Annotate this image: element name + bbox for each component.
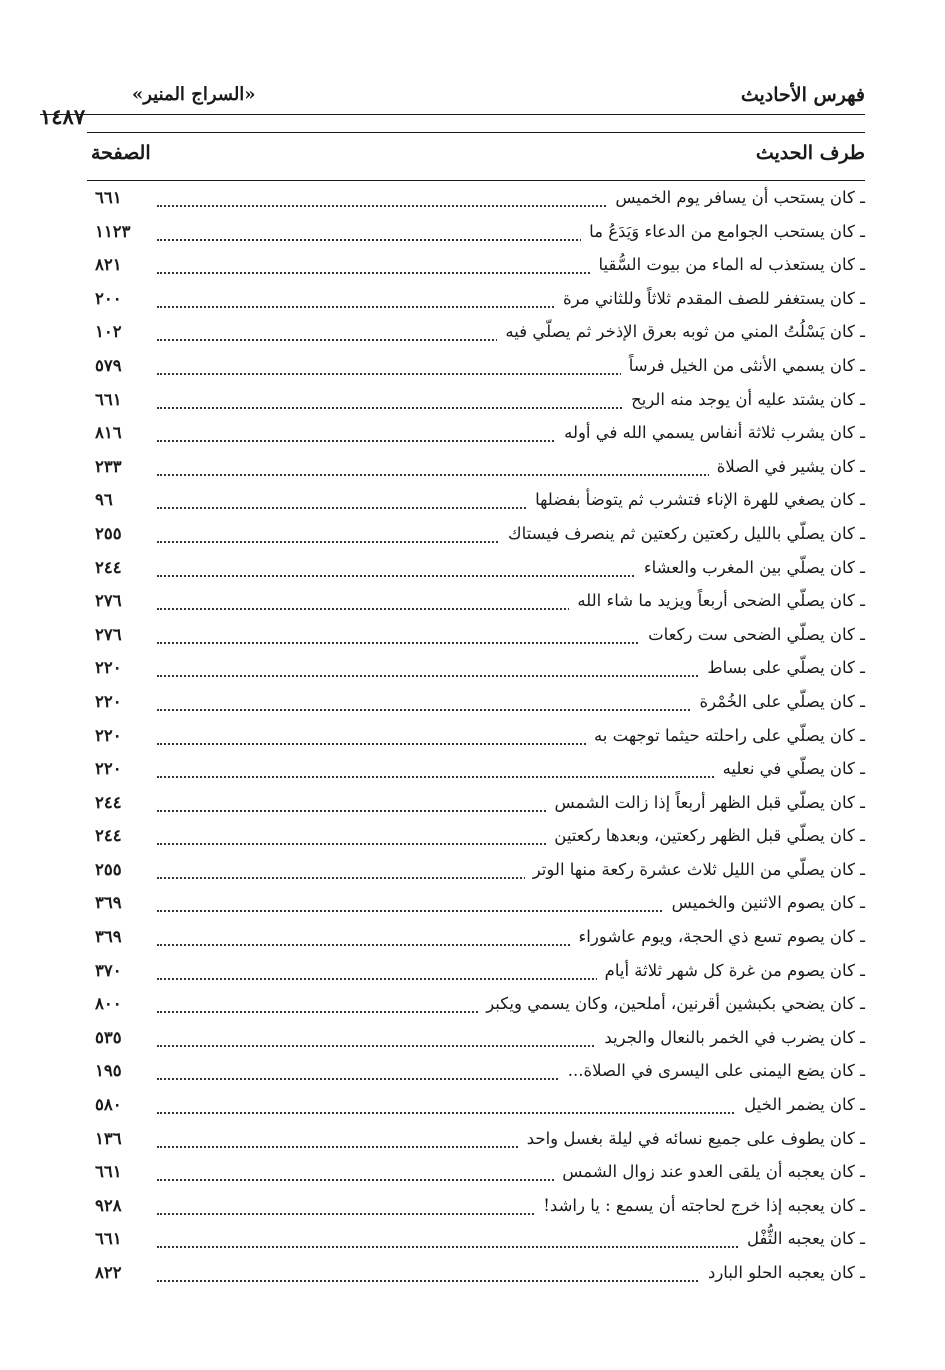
column-header-rule bbox=[87, 180, 865, 181]
entry-page-number: ٥٣٥ bbox=[95, 1027, 122, 1047]
entry-page-number: ٦٦١ bbox=[95, 188, 122, 207]
entry-page-number: ١١٢٣ bbox=[95, 221, 131, 241]
index-entry bbox=[87, 722, 865, 756]
entry-page-number: ٢٥٥ bbox=[95, 859, 122, 879]
column-header-page: الصفحة bbox=[91, 142, 151, 164]
entry-text: ـ كان يضمر الخيل bbox=[736, 1095, 865, 1114]
index-entry bbox=[87, 251, 865, 285]
index-entry bbox=[87, 688, 865, 722]
index-entry bbox=[87, 957, 865, 991]
index-entry bbox=[87, 1024, 865, 1058]
index-entry bbox=[87, 1125, 865, 1159]
entry-page-number: ٢٤٤ bbox=[95, 826, 122, 846]
entry-text: ـ كان يستحب الجوامع من الدعاء وَيَدَعُ ما bbox=[581, 222, 865, 241]
entry-page-number: ٢٠٠ bbox=[95, 288, 122, 308]
book-title: «السراج المنير» bbox=[132, 84, 256, 105]
entry-text: ـ كان يعجبه إذا خرج لحاجته أن يسمع : يا راشد! bbox=[535, 1196, 865, 1215]
entry-text: ـ كان يشتد عليه أن يوجد منه الريح bbox=[623, 390, 865, 409]
entry-page-number: ٨٢١ bbox=[95, 255, 122, 275]
entry-text: ـ كان يصوم تسع ذي الحجة، ويوم عاشوراء bbox=[571, 927, 865, 946]
entry-page-number: ٢٧٦ bbox=[95, 624, 122, 644]
entry-page-number: ٦٦١ bbox=[95, 1162, 122, 1182]
index-entry bbox=[87, 1057, 865, 1091]
entry-page-number: ٨٠٠ bbox=[95, 994, 122, 1014]
entry-text: ـ كان يصلّي على بساط bbox=[699, 658, 865, 677]
entry-text: ـ كان يعجبه الثُّفْل bbox=[739, 1229, 865, 1248]
entry-page-number: ٣٦٩ bbox=[95, 927, 122, 947]
entry-page-number: ٢٣٣ bbox=[95, 456, 122, 476]
entry-page-number: ٩٦ bbox=[95, 490, 113, 510]
entry-page-number: ٥٧٩ bbox=[95, 355, 122, 375]
entry-page-number: ٣٦٩ bbox=[95, 893, 122, 913]
entry-text: ـ كان يصلّي الضحى أربعاً ويزيد ما شاء الله bbox=[569, 591, 865, 610]
entry-text: ـ كان يستعذب له الماء من بيوت السُّقيا bbox=[590, 255, 865, 274]
entry-text: ـ كان يستحب أن يسافر يوم الخميس bbox=[607, 188, 865, 207]
index-entry bbox=[87, 1091, 865, 1125]
entry-page-number: ٢٢٠ bbox=[95, 658, 122, 678]
index-entry bbox=[87, 923, 865, 957]
entry-page-number: ٦٦١ bbox=[95, 1229, 122, 1249]
entry-page-number: ٥٨٠ bbox=[95, 1095, 122, 1115]
index-entry bbox=[87, 318, 865, 352]
index-entry bbox=[87, 1158, 865, 1192]
index-entry bbox=[87, 554, 865, 588]
entry-text: ـ كان يضحي بكبشين أقرنين، أملحين، وكان يسمي ويكبر bbox=[478, 994, 865, 1013]
entry-text: ـ كان يضرب في الخمر بالنعال والجريد bbox=[596, 1028, 865, 1047]
page-number: ١٤٨٧ bbox=[40, 104, 86, 129]
index-entry bbox=[87, 621, 865, 655]
entry-text: ـ كان يسمي الأنثى من الخيل فرساً bbox=[621, 356, 865, 375]
index-entry bbox=[87, 386, 865, 420]
entry-text: ـ كان يصلّي بين المغرب والعشاء bbox=[636, 558, 865, 577]
index-entry bbox=[87, 1225, 865, 1259]
index-entry bbox=[87, 218, 865, 252]
header-rule bbox=[40, 114, 865, 115]
entry-page-number: ١٩٥ bbox=[95, 1061, 122, 1081]
entry-page-number: ٢٢٠ bbox=[95, 759, 122, 779]
entry-text: ـ كان يشير في الصلاة bbox=[709, 457, 865, 476]
entry-page-number: ٢٧٦ bbox=[95, 591, 122, 611]
index-entry bbox=[87, 184, 865, 218]
index-entry bbox=[87, 654, 865, 688]
index-entry bbox=[87, 419, 865, 453]
entry-text: ـ كان يعجبه الحلو البارد bbox=[700, 1263, 865, 1282]
entry-text: ـ كان يصغي للهرة الإناء فتشرب ثم يتوضأ بفضلها bbox=[527, 490, 865, 509]
index-entry bbox=[87, 285, 865, 319]
entry-text: ـ كان يصلّي الضحى ست ركعات bbox=[640, 625, 865, 644]
hadith-index-list bbox=[87, 184, 865, 1293]
entry-text: ـ كان يَسْلُتُ المني من ثوبه بعرق الإذخر ثم يصلّي فيه bbox=[497, 322, 865, 341]
entry-page-number: ٨١٦ bbox=[95, 423, 122, 443]
entry-page-number: ٣٧٠ bbox=[95, 960, 122, 980]
entry-page-number: ٢٤٤ bbox=[95, 557, 122, 577]
index-entry bbox=[87, 1259, 865, 1293]
index-entry bbox=[87, 889, 865, 923]
entry-text: ـ كان يضع اليمنى على اليسرى في الصلاة... bbox=[560, 1061, 865, 1080]
index-entry bbox=[87, 856, 865, 890]
entry-text: ـ كان يصلّي على الخُمْرة bbox=[691, 692, 865, 711]
header-rule-thick bbox=[87, 132, 865, 133]
entry-page-number: ٢٢٠ bbox=[95, 725, 122, 745]
index-entry bbox=[87, 486, 865, 520]
entry-text: ـ كان يصلّي على راحلته حيثما توجهت به bbox=[586, 726, 865, 745]
index-entry bbox=[87, 352, 865, 386]
entry-page-number: ٢٤٤ bbox=[95, 792, 122, 812]
entry-text: ـ كان يصوم من غرة كل شهر ثلاثة أيام bbox=[597, 961, 865, 980]
entry-text: ـ كان يصلّي بالليل ركعتين ركعتين ثم ينصرف فيستاك bbox=[500, 524, 865, 543]
running-header bbox=[40, 84, 865, 129]
section-title: فهرس الأحاديث bbox=[740, 84, 865, 106]
index-entry bbox=[87, 520, 865, 554]
entry-page-number: ٦٦١ bbox=[95, 389, 122, 409]
entry-text: ـ كان يصلّي في نعليه bbox=[715, 759, 865, 778]
entry-page-number: ٢٢٠ bbox=[95, 691, 122, 711]
index-entry bbox=[87, 453, 865, 487]
entry-text: ـ كان يصوم الاثنين والخميس bbox=[664, 893, 865, 912]
entry-text: ـ كان يصلّي قبل الظهر أربعاً إذا زالت الشمس bbox=[547, 793, 865, 812]
entry-page-number: ٢٥٥ bbox=[95, 523, 122, 543]
entry-page-number: ١٠٢ bbox=[95, 322, 122, 342]
entry-text: ـ كان يشرب ثلاثة أنفاس يسمي الله في أوله bbox=[556, 423, 865, 442]
entry-page-number: ١٣٦ bbox=[95, 1128, 122, 1148]
entry-text: ـ كان يستغفر للصف المقدم ثلاثاً وللثاني مرة bbox=[555, 289, 865, 308]
index-entry bbox=[87, 990, 865, 1024]
column-header-hadith: طرف الحديث bbox=[755, 142, 865, 164]
index-entry bbox=[87, 1192, 865, 1226]
entry-text: ـ كان يصلّي من الليل ثلاث عشرة ركعة منها الوتر bbox=[525, 860, 865, 879]
entry-text: ـ كان يصلّي قبل الظهر ركعتين، وبعدها ركعتين bbox=[546, 826, 865, 845]
index-entry bbox=[87, 755, 865, 789]
column-headers bbox=[87, 142, 865, 176]
entry-text: ـ كان يطوف على جميع نسائه في ليلة بغسل واحد bbox=[519, 1129, 865, 1148]
entry-page-number: ٨٢٢ bbox=[95, 1263, 122, 1282]
index-entry bbox=[87, 587, 865, 621]
entry-page-number: ٩٢٨ bbox=[95, 1195, 122, 1215]
index-entry bbox=[87, 822, 865, 856]
index-entry bbox=[87, 789, 865, 823]
entry-text: ـ كان يعجبه أن يلقى العدو عند زوال الشمس bbox=[554, 1162, 865, 1181]
